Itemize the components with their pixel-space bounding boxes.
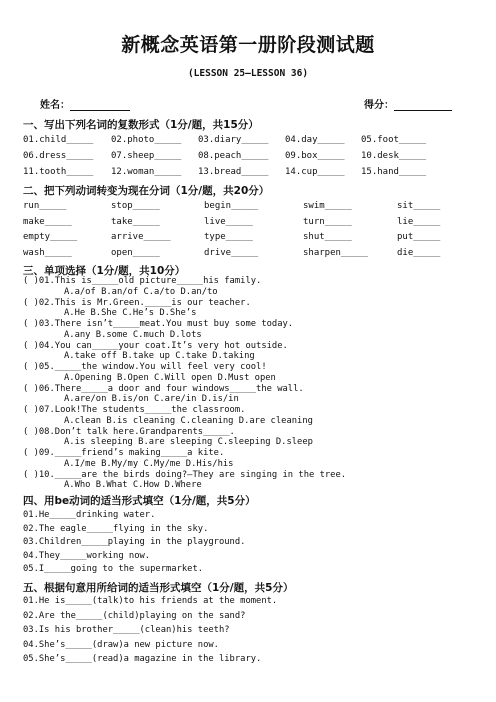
participle-item: open_____: [111, 247, 160, 258]
participle-row: [23, 217, 483, 230]
plural-item: 11.tooth_____: [23, 167, 94, 177]
plural-item: 01.child_____: [23, 135, 94, 145]
name-label: 姓名：: [40, 100, 70, 111]
choice-question: ( )06.There_____a door and four windows_____the wall.: [23, 383, 304, 394]
participle-item: arrive_____: [111, 232, 171, 242]
plural-row: [23, 167, 483, 180]
be-verb-item: 01.He_____drinking water.: [23, 510, 156, 520]
verb-form-item: 02.Are the_____(child)playing on the sand?: [23, 610, 246, 621]
participle-item: swim_____: [303, 201, 352, 211]
plural-item: 03.diary_____: [198, 135, 269, 145]
plural-item: 09.box_____: [285, 151, 345, 161]
be-verb-item: 04.They_____working now.: [23, 550, 151, 561]
name-blank: [70, 99, 130, 111]
choice-options: A.take off B.take up C.take D.taking: [64, 351, 255, 361]
participle-item: sit_____: [397, 201, 441, 211]
section4-heading: 四、用be动词的适当形式填空（1分/题，共5分）: [23, 495, 256, 507]
choice-options: A.He B.She C.He’s D.She’s: [64, 308, 197, 318]
verb-form-item: 01.He is_____(talk)to his friends at the moment.: [23, 596, 278, 606]
score-blank: [394, 99, 452, 111]
plural-item: 06.dress_____: [23, 151, 94, 161]
section3-heading: 三、单项选择（1分/题，共10分）: [23, 265, 186, 277]
choice-options: A.clean B.is cleaning C.cleaning D.are cleaning: [64, 415, 313, 426]
participle-item: lie_____: [397, 216, 441, 227]
choice-options: A.are/on B.is/on C.are/in D.is/in: [64, 394, 239, 404]
be-verb-item: 03.Children_____playing in the playground.: [23, 537, 246, 547]
participle-item: put_____: [397, 232, 441, 242]
section5-heading: 五、根据句意用所给词的适当形式填空（1分/题，共5分）: [23, 582, 294, 594]
page-title: 新概念英语第一册阶段测试题: [121, 34, 375, 56]
participle-item: type_____: [204, 232, 253, 242]
plural-item: 02.photo_____: [111, 135, 182, 145]
plural-item: 08.peach_____: [198, 151, 269, 161]
plural-item: 13.bread_____: [198, 167, 269, 177]
score-label: 得分：: [364, 100, 394, 111]
choice-question: ( )10._____are the birds doing?—They are singing in the tree.: [23, 469, 347, 480]
plural-item: 04.day_____: [285, 135, 345, 145]
be-verb-item: 05.I_____going to the supermarket.: [23, 564, 204, 574]
participle-row: [23, 248, 483, 261]
choice-question: ( )04.You can_____your coat.It’s very hot outside.: [23, 340, 288, 351]
verb-form-item: 05.She’s_____(read)a magazine in the library.: [23, 654, 262, 664]
choice-question: ( )01.This is_____old picture_____his family.: [23, 276, 262, 286]
choice-options: A.Who B.What C.How D.Where: [64, 480, 202, 490]
participle-item: shut_____: [303, 232, 352, 242]
choice-options: A.Opening B.Open C.Will open D.Must open: [64, 372, 276, 383]
choice-question: ( )08.Don’t talk here.Grandparents_____.: [23, 426, 235, 437]
choice-question: ( )05._____the window.You will feel very cool!: [23, 362, 267, 372]
score-field: [364, 96, 452, 111]
choice-question: ( )02.This is Mr.Green._____is our teacher.: [23, 297, 251, 308]
choice-options: A.a/of B.an/of C.a/to D.an/to: [64, 286, 218, 297]
verb-form-item: 04.She’s_____(draw)a new picture now.: [23, 639, 219, 650]
participle-item: make_____: [23, 216, 72, 227]
participle-item: drive_____: [204, 247, 259, 258]
section1-heading: 一、写出下列名词的复数形式（1分/题，共15分）: [23, 119, 259, 131]
participle-row: [23, 201, 483, 214]
choice-options: A.I/me B.My/my C.My/me D.His/his: [64, 458, 234, 469]
plural-item: 05.foot_____: [361, 135, 427, 145]
participle-row: [23, 232, 483, 245]
verb-form-item: 03.Is his brother_____(clean)his teeth?: [23, 625, 230, 635]
lesson-range-subtitle: (LESSON 25—LESSON 36): [187, 68, 309, 79]
participle-item: begin_____: [204, 201, 259, 211]
participle-item: empty_____: [23, 232, 78, 242]
participle-item: turn_____: [303, 216, 352, 227]
plural-row: [23, 151, 483, 164]
choice-question: ( )07.Look!The students_____the classroom.: [23, 405, 246, 415]
choice-question: ( )09._____friend’s making_____a kite.: [23, 448, 225, 458]
choice-question: ( )03.There isn’t_____meat.You must buy some today.: [23, 319, 294, 329]
name-field: [40, 96, 130, 111]
participle-item: stop_____: [111, 201, 160, 211]
participle-item: live_____: [204, 216, 253, 227]
plural-item: 10.desk_____: [361, 151, 427, 161]
participle-item: wash_____: [23, 247, 72, 258]
plural-row: [23, 135, 483, 148]
plural-item: 12.woman_____: [111, 167, 182, 177]
choice-options: A.any B.some C.much D.lots: [64, 329, 202, 340]
be-verb-item: 02.The eagle_____flying in the sky.: [23, 523, 209, 534]
choice-options: A.is sleeping B.are sleeping C.sleeping D.sleep: [64, 437, 313, 447]
plural-item: 07.sheep_____: [111, 151, 182, 161]
participle-item: run_____: [23, 201, 67, 211]
participle-item: take_____: [111, 216, 160, 227]
plural-item: 15.hand_____: [361, 167, 427, 177]
participle-item: die_____: [397, 247, 441, 258]
section2-heading: 二、把下列动词转变为现在分词（1分/题，共20分）: [23, 185, 270, 197]
participle-item: sharpen_____: [303, 247, 369, 258]
plural-item: 14.cup_____: [285, 167, 345, 177]
